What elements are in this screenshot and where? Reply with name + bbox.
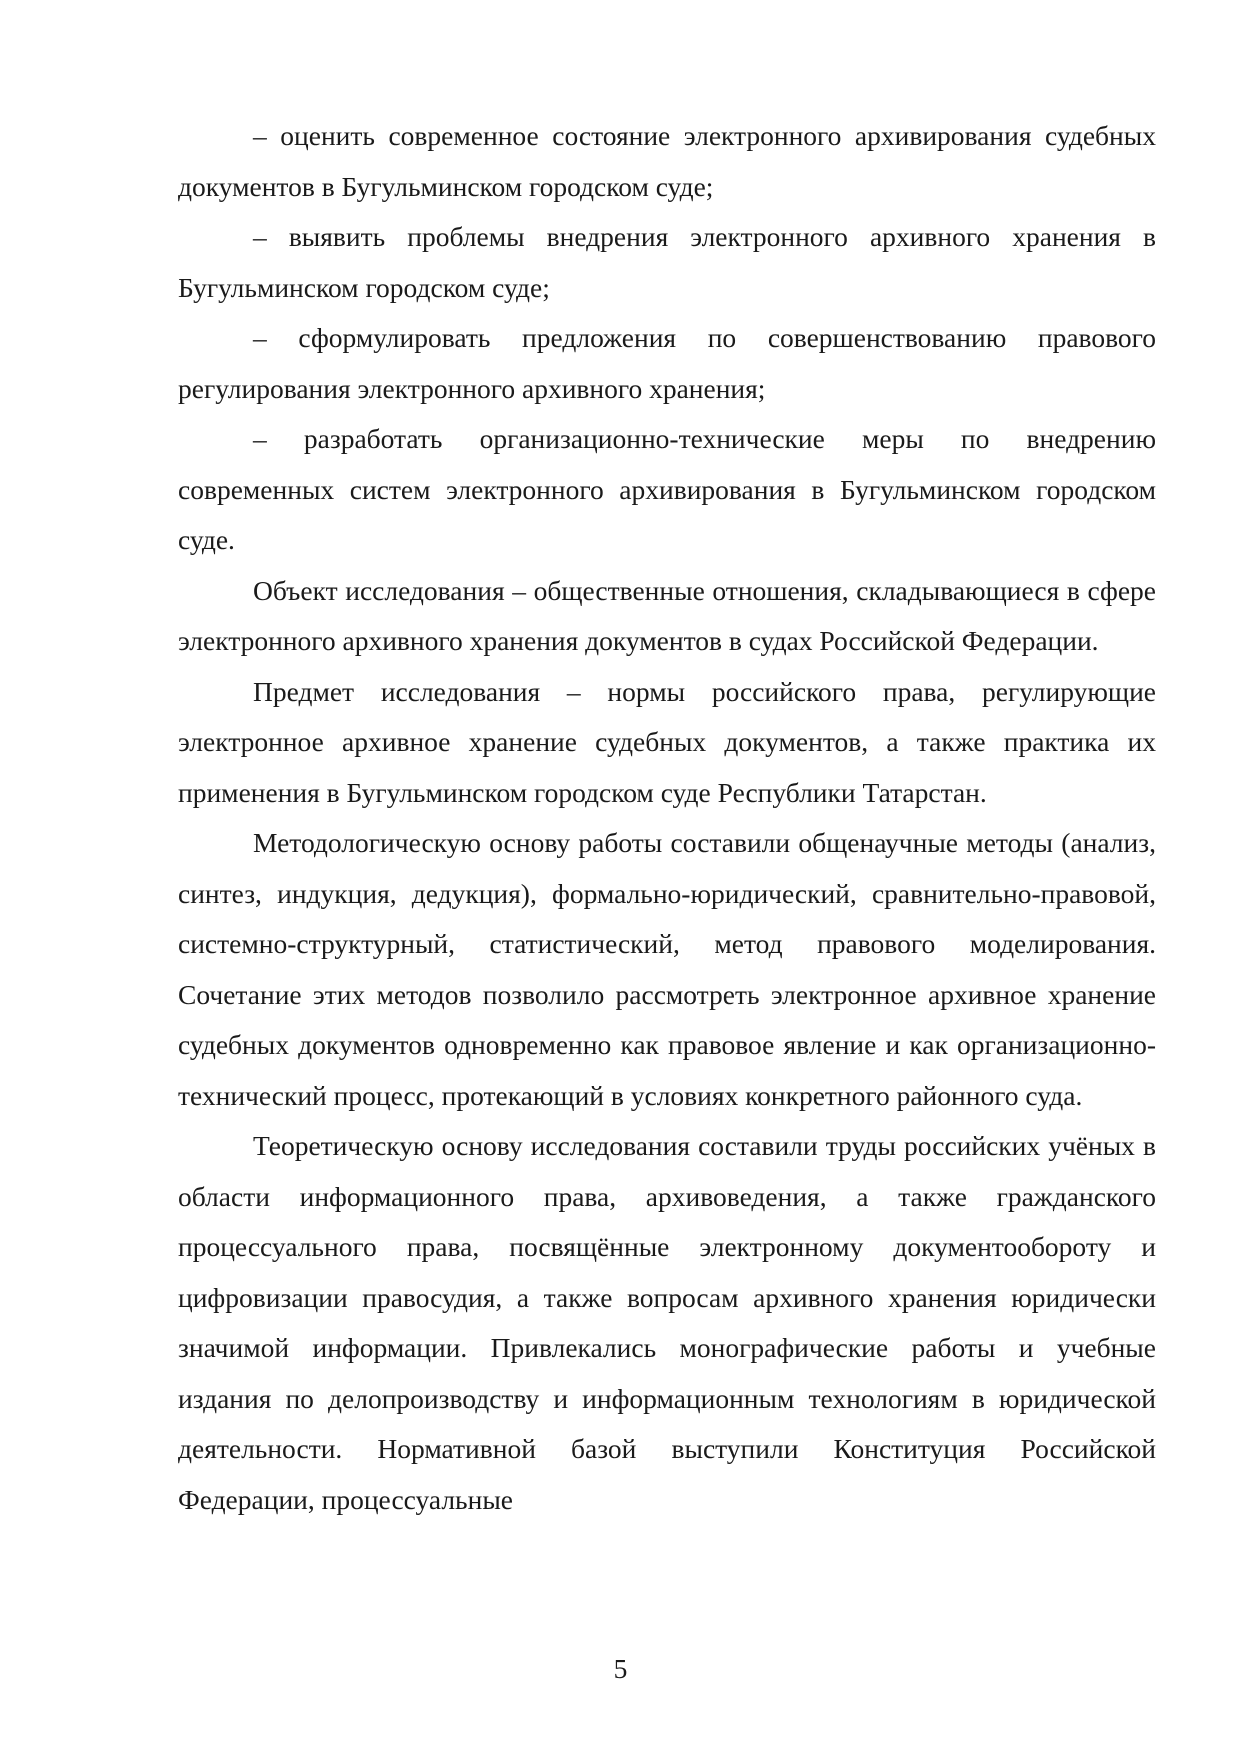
- task-item-formulate-proposals: – сформулировать предложения по совершенствованию правового регулирования электронного архивного хранения;: [178, 322, 1156, 404]
- research-subject-paragraph: Предмет исследования – нормы российского права, регулирующие электронное архивное хранение судебных документов, а также практика их применения в Бугульминском городском суде Республики Татарстан.: [178, 675, 1156, 808]
- task-item-identify-problems: – выявить проблемы внедрения электронного архивного хранения в Бугульминском городском суде;: [178, 221, 1156, 303]
- methodology-paragraph: Методологическую основу работы составили общенаучные методы (анализ, синтез, индукция, дедукция), формально-юридический, сравнительно-правовой, системно-структурный, статистический, метод правового моделирования. Сочетание этих методов позволило рассмотреть электронное архивное хранение судебных документов одновременно как правовое явление и как организационно-технический процесс, протекающий в условиях конкретного районного суда.: [178, 827, 1156, 1111]
- document-body: [178, 111, 1156, 1525]
- page-number: 5: [613, 1653, 628, 1684]
- theoretical-basis-paragraph: Теоретическую основу исследования составили труды российских учёных в области информационного права, архивоведения, а также гражданского процессуального права, посвящённые электронному документообороту и цифровизации правосудия, а также вопросам архивного хранения юридически значимой информации. Привлекались монографические работы и учебные издания по делопроизводству и информационным технологиям в юридической деятельности. Нормативной базой выступили Конституция Российской Федерации, процессуальные: [178, 1130, 1156, 1515]
- research-object-paragraph: Объект исследования – общественные отношения, складывающиеся в сфере электронного архивного хранения документов в судах Российской Федерации.: [178, 574, 1156, 656]
- task-item-develop-measures: – разработать организационно-технические меры по внедрению современных систем электронного архивирования в Бугульминском городском суде.: [178, 423, 1156, 555]
- task-item-assess: – оценить современное состояние электронного архивирования судебных документов в Бугульминском городском суде;: [178, 120, 1156, 202]
